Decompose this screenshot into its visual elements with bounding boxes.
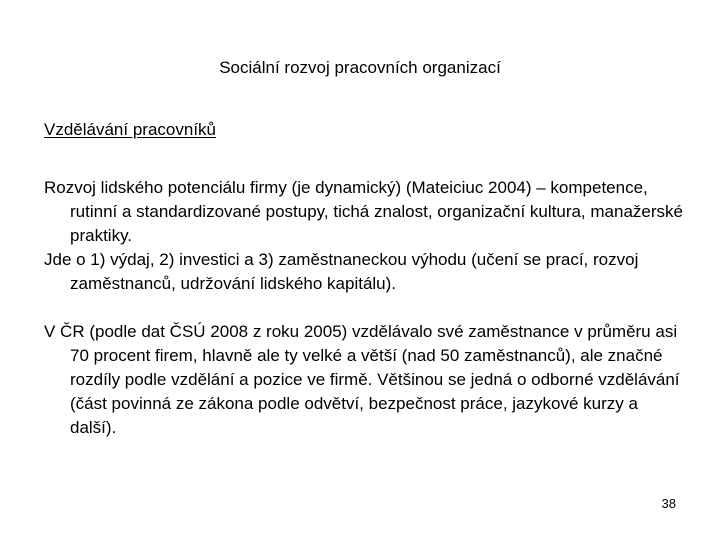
paragraph-expense-investment: Jde o 1) výdaj, 2) investici a 3) zaměstnaneckou výhodu (učení se prací, rozvoj zaměstnanců, udržování lidského kapitálu). <box>44 250 639 293</box>
paragraph-czech-statistics: V ČR (podle dat ČSÚ 2008 z roku 2005) vzdělávalo své zaměstnance v průměru asi 70 procent firem, hlavně ale ty velké a větší (nad 50 zaměstnanců), ale značné rozdíly podle vzdělání a pozice ve firmě. Většinou se jedná o odborné vzdělávání (část povinná ze zákona podle odvětví, bezpečnost práce, jazykové kurzy a další). <box>44 322 680 437</box>
page-number: 38 <box>661 496 676 511</box>
slide-body <box>44 176 684 440</box>
slide-title: Sociální rozvoj pracovních organizací <box>219 58 501 77</box>
paragraph-human-potential: Rozvoj lidského potenciálu firmy (je dynamický) (Mateiciuc 2004) – kompetence, rutinní a standardizované postupy, tichá znalost, organizační kultura, manažerské praktiky. <box>44 178 683 245</box>
section-heading: Vzdělávání pracovníků <box>44 120 216 139</box>
